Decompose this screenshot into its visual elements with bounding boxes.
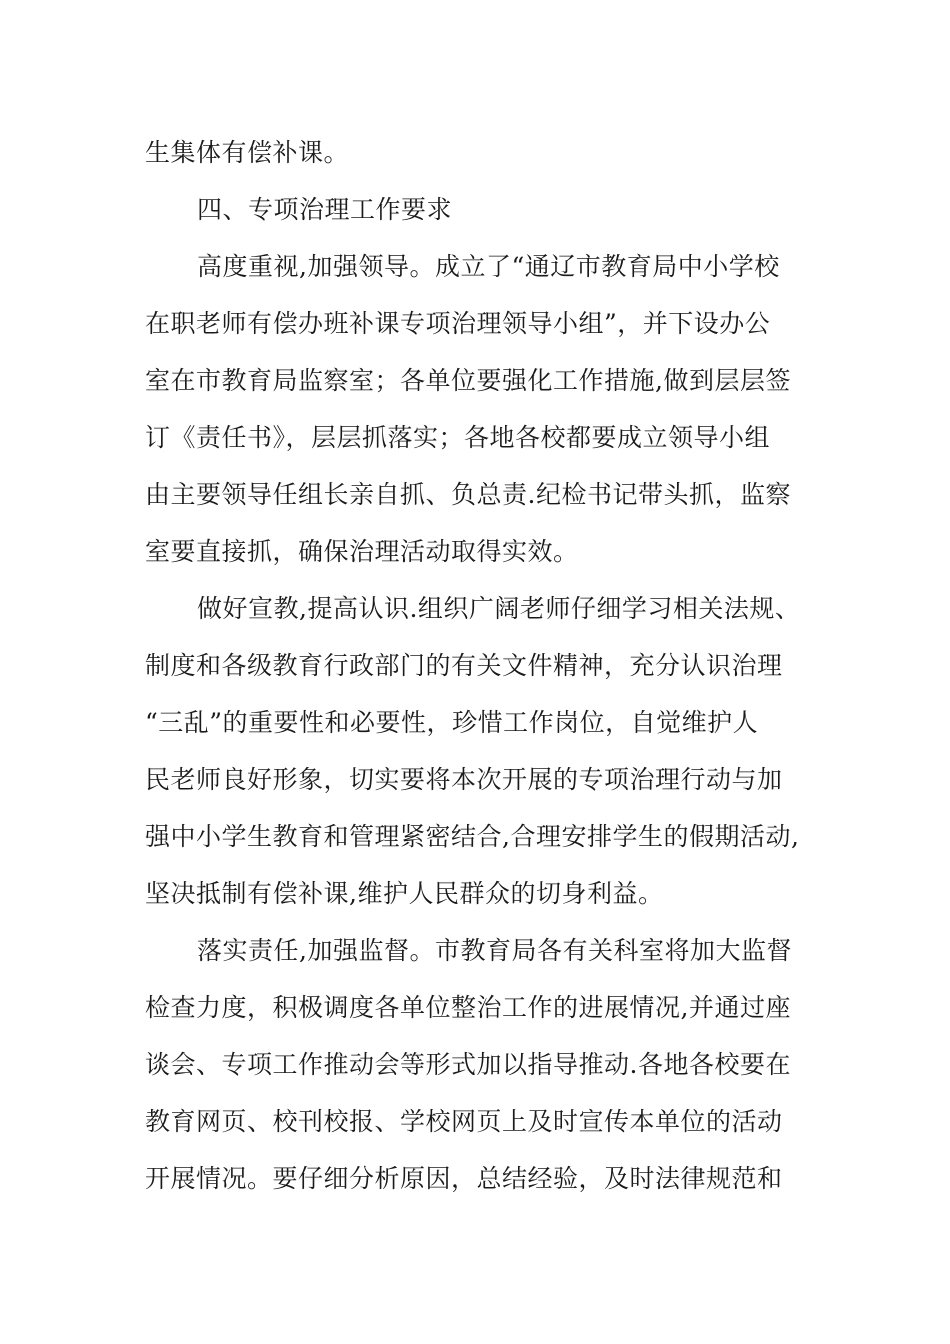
paragraph-first-line: 做好宣教,提高认识.组织广阔老师仔细学习相关法规、: [197, 594, 801, 623]
text-line: 在职老师有偿办班补课专项治理领导小组”，并下设办公: [145, 309, 771, 338]
text-line: 由主要领导任组长亲自抓、负总责.纪检书记带头抓，监察: [145, 480, 791, 509]
text-line: 室在市教育局监察室；各单位要强化工作措施,做到层层签: [145, 366, 791, 395]
text-line: 民老师良好形象，切实要将本次开展的专项治理行动与加: [145, 765, 783, 794]
section-heading: 四、专项治理工作要求: [197, 195, 453, 224]
text-line: “三乱”的重要性和必要性，珍惜工作岗位，自觉维护人: [145, 708, 759, 737]
text-line: 订《责任书》，层层抓落实；各地各校都要成立领导小组: [145, 423, 771, 452]
text-line: 生集体有偿补课。: [145, 138, 350, 167]
paragraph-first-line: 高度重视,加强领导。成立了“通辽市教育局中小学校: [197, 252, 780, 281]
text-line: 强中小学生教育和管理紧密结合,合理安排学生的假期活动,: [145, 822, 800, 851]
text-line: 谈会、专项工作推动会等形式加以指导推动.各地各校要在: [145, 1050, 791, 1079]
text-line: 教育网页、校刊校报、学校网页上及时宣传本单位的活动: [145, 1107, 783, 1136]
text-line: 开展情况。要仔细分析原因，总结经验，及时法律规范和: [145, 1164, 783, 1193]
text-line: 坚决抵制有偿补课,维护人民群众的切身利益。: [145, 879, 664, 908]
paragraph-first-line: 落实责任,加强监督。市教育局各有关科室将加大监督: [197, 936, 792, 965]
text-line: 检查力度，积极调度各单位整治工作的进展情况,并通过座: [145, 993, 791, 1022]
text-line: 制度和各级教育行政部门的有关文件精神，充分认识治理: [145, 651, 783, 680]
text-line: 室要直接抓，确保治理活动取得实效。: [145, 537, 579, 566]
